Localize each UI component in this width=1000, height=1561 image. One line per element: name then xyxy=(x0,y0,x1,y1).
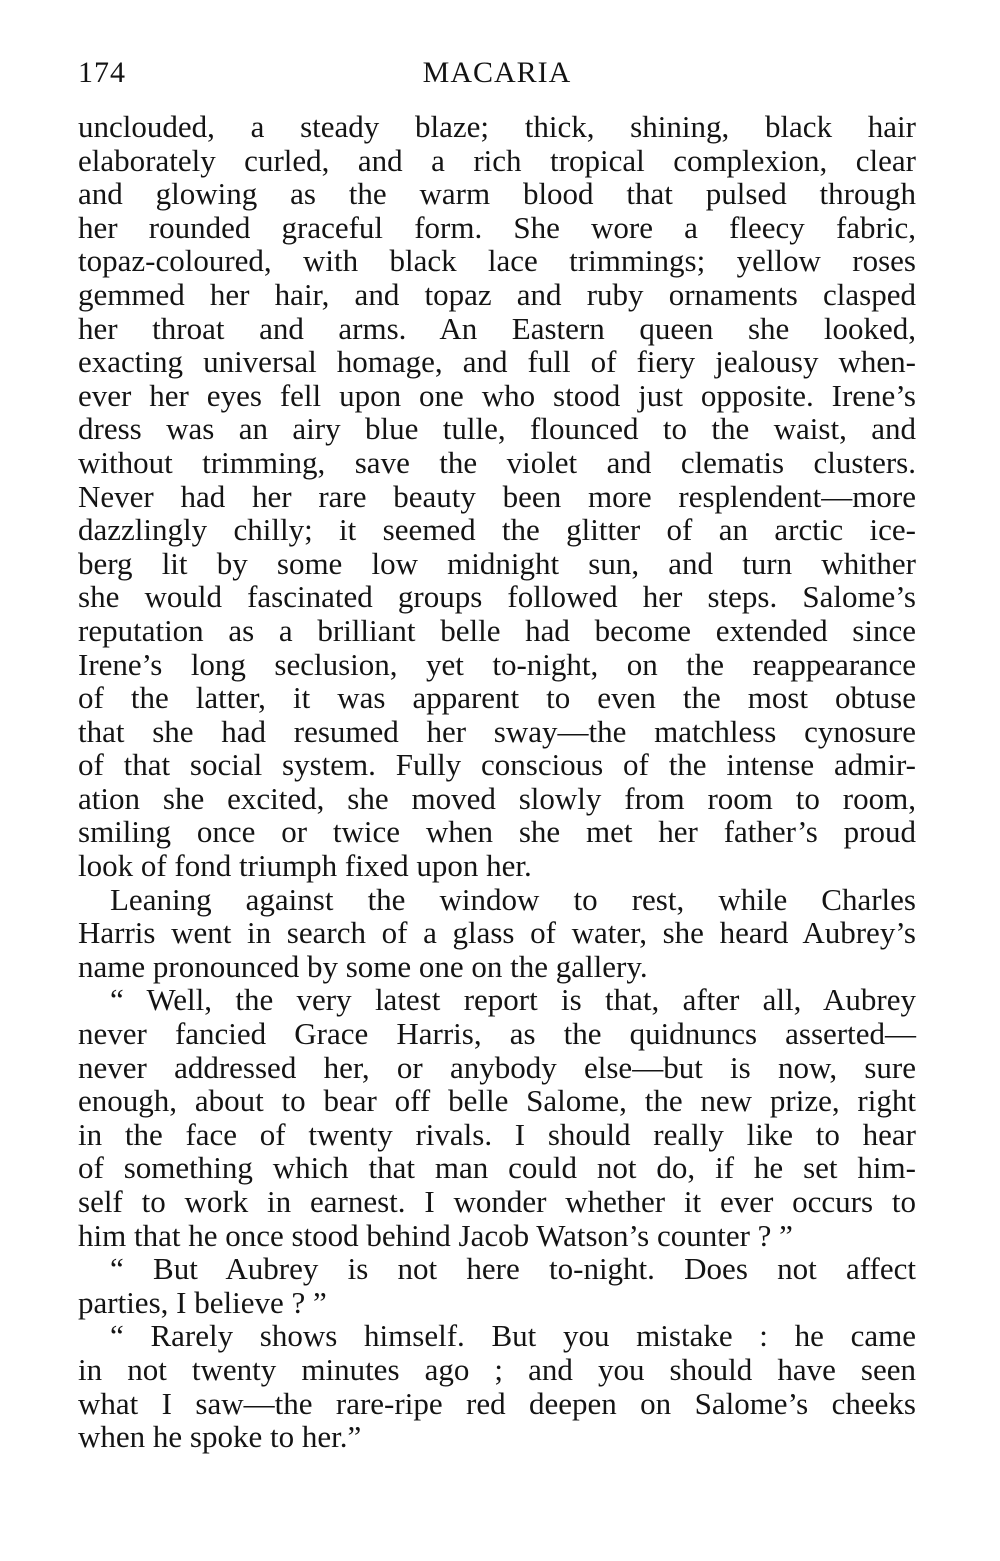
text-line: name pronounced by some one on the gallery. xyxy=(78,948,648,984)
text-line: when he spoke to her.” xyxy=(78,1419,362,1455)
paragraph xyxy=(78,1319,916,1453)
text-line: Harris went in search of a glass of water, she heard Aubrey’s xyxy=(78,915,916,951)
text-line: ation she excited, she moved slowly from room to room, xyxy=(78,780,916,816)
text-line: in not twenty minutes ago ; and you should have seen xyxy=(78,1351,916,1387)
text-line: in the face of twenty rivals. I should really like to hear xyxy=(78,1116,916,1152)
text-line: reputation as a brilliant belle had become extended since xyxy=(78,612,916,648)
paragraph xyxy=(78,883,916,984)
text-line: smiling once or twice when she met her father’s proud xyxy=(78,814,916,850)
text-line: dress was an airy blue tulle, flounced to the waist, and xyxy=(78,411,916,447)
page-header xyxy=(78,56,916,96)
text-line: him that he once stood behind Jacob Watson’s counter ? ” xyxy=(78,1217,793,1253)
text-line: her throat and arms. An Eastern queen she looked, xyxy=(78,310,916,346)
text-line: “ Rarely shows himself. But you mistake : he came xyxy=(110,1318,916,1354)
paragraph xyxy=(78,983,916,1252)
running-head: MACARIA xyxy=(422,56,572,89)
text-line: that she had resumed her sway—the matchless cynosure xyxy=(78,713,916,749)
body-text xyxy=(78,110,916,1454)
text-line: enough, about to bear off belle Salome, the new prize, right xyxy=(78,1083,916,1119)
page-number: 174 xyxy=(78,56,126,89)
text-line: she would fascinated groups followed her steps. Salome’s xyxy=(78,579,916,615)
text-line: dazzlingly chilly; it seemed the glitter of an arctic ice- xyxy=(78,512,916,548)
text-line: Never had her rare beauty been more resplendent—more xyxy=(78,478,916,514)
text-line: Leaning against the window to rest, while Charles xyxy=(110,881,916,917)
text-line: of that social system. Fully conscious of the intense admir- xyxy=(78,747,916,783)
text-line: topaz-coloured, with black lace trimmings; yellow roses xyxy=(78,243,916,279)
text-line: exacting universal homage, and full of fiery jealousy when- xyxy=(78,344,916,380)
text-line: never fancied Grace Harris, as the quidnuncs asserted— xyxy=(78,1016,916,1052)
text-line: her rounded graceful form. She wore a fleecy fabric, xyxy=(78,209,916,245)
text-line: gemmed her hair, and topaz and ruby ornaments clasped xyxy=(78,276,916,312)
text-line: self to work in earnest. I wonder whether it ever occurs to xyxy=(78,1184,916,1219)
text-line: berg lit by some low midnight sun, and turn whither xyxy=(78,545,916,581)
text-line: what I saw—the rare-ripe red deepen on Salome’s cheeks xyxy=(78,1385,916,1421)
text-line: unclouded, a steady blaze; thick, shining, black hair xyxy=(78,109,916,144)
text-line: Irene’s long seclusion, yet to-night, on the reappearance xyxy=(78,646,916,682)
text-line: of something which that man could not do, if he set him- xyxy=(78,1150,916,1186)
text-line: look of fond triumph fixed upon her. xyxy=(78,848,532,884)
paragraph xyxy=(78,110,916,883)
text-line: ever her eyes fell upon one who stood just opposite. Irene’s xyxy=(78,377,916,413)
text-line: parties, I believe ? ” xyxy=(78,1284,327,1320)
paragraph xyxy=(78,1252,916,1319)
text-line: “ But Aubrey is not here to-night. Does not affect xyxy=(110,1251,916,1287)
text-line: and glowing as the warm blood that pulsed through xyxy=(78,176,916,212)
text-line: never addressed her, or anybody else—but is now, sure xyxy=(78,1049,916,1085)
text-line: “ Well, the very latest report is that, after all, Aubrey xyxy=(110,982,916,1018)
text-line: elaborately curled, and a rich tropical complexion, clear xyxy=(78,142,916,178)
text-line: of the latter, it was apparent to even the most obtuse xyxy=(78,680,916,716)
text-line: without trimming, save the violet and clematis clusters. xyxy=(78,444,916,480)
